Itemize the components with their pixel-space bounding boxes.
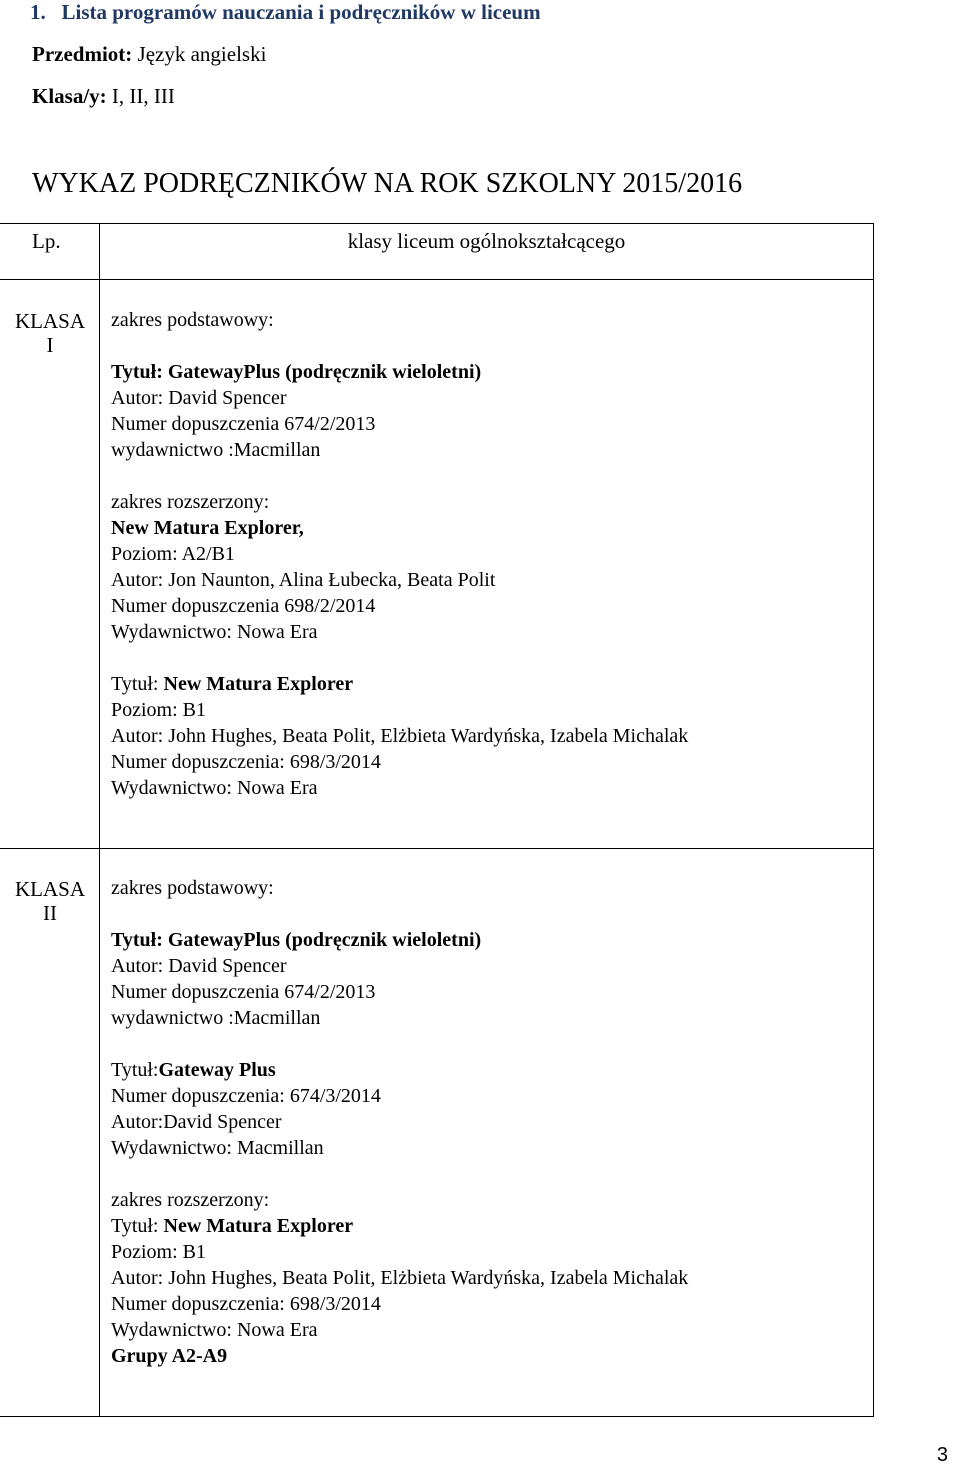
section-number: 1. xyxy=(30,0,46,24)
book-title-line: Tytuł: New Matura Explorer xyxy=(111,673,354,695)
book-approval-number: Numer dopuszczenia 674/2/2013 xyxy=(111,413,376,435)
row1-bottom-border xyxy=(0,848,873,849)
book-author: Autor: John Hughes, Beata Polit, Elżbieta Wardyńska, Izabela Michalak xyxy=(111,1267,689,1289)
book-approval-number: Numer dopuszczenia 674/2/2013 xyxy=(111,981,376,1003)
book-approval-number: Numer dopuszczenia: 698/3/2014 xyxy=(111,751,381,773)
subject-label: Przedmiot: xyxy=(32,42,133,66)
book-publisher: Wydawnictwo: Macmillan xyxy=(111,1137,324,1159)
header-bottom-border xyxy=(0,279,873,280)
class-label-1: KLASA I xyxy=(14,309,85,357)
book-title: New Matura Explorer, xyxy=(111,517,304,539)
book-approval-number: Numer dopuszczenia 698/2/2014 xyxy=(111,595,376,617)
book-author: Autor:David Spencer xyxy=(111,1111,282,1133)
column-divider xyxy=(99,223,100,1417)
list-title: WYKAZ PODRĘCZNIKÓW NA ROK SZKOLNY 2015/2016 xyxy=(32,168,743,199)
book-publisher: Wydawnictwo: Nowa Era xyxy=(111,621,318,643)
book-title: New Matura Explorer xyxy=(163,1215,354,1237)
subject-line xyxy=(32,42,266,66)
table-right-border xyxy=(873,223,874,1417)
classes-label: Klasa/y: xyxy=(32,84,107,108)
subject-value: Język angielski xyxy=(137,42,267,66)
book-publisher: wydawnictwo :Macmillan xyxy=(111,439,321,461)
column-header-classes: klasy liceum ogólnokształcącego xyxy=(347,229,626,253)
class-label-2: KLASA II xyxy=(14,877,85,925)
scope-extended: zakres rozszerzony: xyxy=(111,491,270,513)
book-publisher: wydawnictwo :Macmillan xyxy=(111,1007,321,1029)
class-2-textbooks xyxy=(111,875,866,1369)
scope-extended: zakres rozszerzony: xyxy=(111,1189,270,1211)
book-author: Autor: John Hughes, Beata Polit, Elżbieta Wardyńska, Izabela Michalak xyxy=(111,725,689,747)
column-header-lp: Lp. xyxy=(32,229,61,253)
book-level: Poziom: B1 xyxy=(111,1241,207,1263)
book-level: Poziom: A2/B1 xyxy=(111,543,235,565)
book-approval-number: Numer dopuszczenia: 674/3/2014 xyxy=(111,1085,381,1107)
book-title: Gateway Plus xyxy=(158,1059,276,1081)
class-1-textbooks xyxy=(111,307,866,801)
section-heading xyxy=(30,0,541,24)
page-number: 3 xyxy=(936,1444,948,1466)
section-title: Lista programów nauczania i podręczników w liceum xyxy=(61,0,541,24)
book-title-line: Tytuł: New Matura Explorer xyxy=(111,1215,354,1237)
book-title: New Matura Explorer xyxy=(163,673,354,695)
book-author: Autor: David Spencer xyxy=(111,955,287,977)
book-title: Tytuł: GatewayPlus (podręcznik wieloletni) xyxy=(111,361,482,383)
table-top-border xyxy=(0,223,873,224)
scope-basic: zakres podstawowy: xyxy=(111,877,274,899)
book-author: Autor: David Spencer xyxy=(111,387,287,409)
classes-value: I, II, III xyxy=(111,84,175,108)
classes-line xyxy=(32,84,175,108)
book-groups: Grupy A2-A9 xyxy=(111,1345,228,1367)
book-title-line: Tytuł:Gateway Plus xyxy=(111,1059,276,1081)
book-publisher: Wydawnictwo: Nowa Era xyxy=(111,1319,318,1341)
book-level: Poziom: B1 xyxy=(111,699,207,721)
book-title: Tytuł: GatewayPlus (podręcznik wieloletni) xyxy=(111,929,482,951)
book-author: Autor: Jon Naunton, Alina Łubecka, Beata Polit xyxy=(111,569,496,591)
table-bottom-border xyxy=(0,1416,873,1417)
book-publisher: Wydawnictwo: Nowa Era xyxy=(111,777,318,799)
scope-basic: zakres podstawowy: xyxy=(111,309,274,331)
book-approval-number: Numer dopuszczenia: 698/3/2014 xyxy=(111,1293,381,1315)
